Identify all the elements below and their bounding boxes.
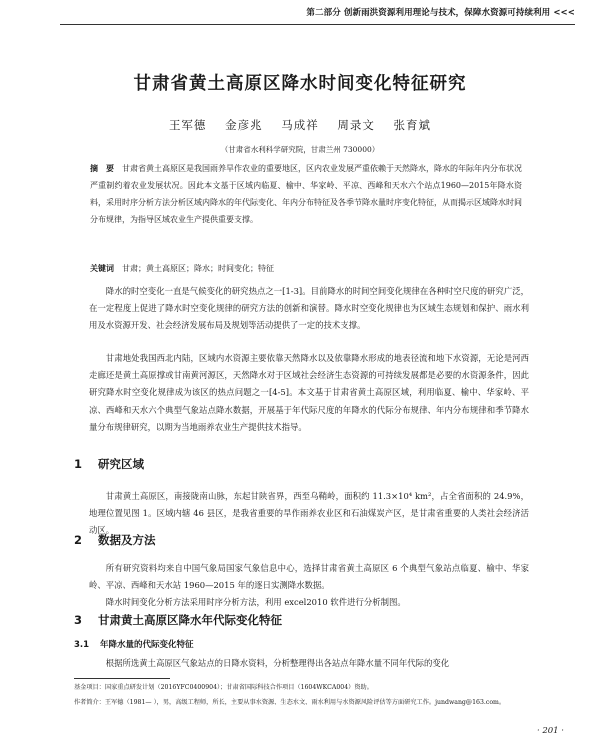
keywords-label: 关键词: [90, 264, 114, 273]
section-heading: [74, 456, 144, 472]
footnote-author: 作者简介：王军德（1981— ），男，高级工程师，所长，主要从事水资源、生态水文、雨水利用与水资源风险评估等方面研究工作。jundwang@163.com。: [74, 699, 506, 706]
body-paragraph: 所有研究资料均来自中国气象局国家气象信息中心，选择甘肃省黄土高原区 6 个典型气象站点临夏、榆中、华家岭、平凉、西峰和天水站 1960—2015 年的逐日实测降水数据。: [89, 563, 529, 591]
section-heading: [74, 532, 156, 548]
body-paragraph: 甘肃黄土高原区，南接陇南山脉，东起甘陕省界，西至乌鞘岭，面积约 11.3×10⁴ km²，占全省面积的 24.9%，地理位置见图 1。区域内辖 46 县区，是我省重要的旱作雨养农业区和石油煤炭产区，是甘肃省重要的人类社会经济活动区。: [89, 491, 529, 536]
section-number: 3: [74, 613, 83, 627]
section-number: 1: [74, 457, 83, 471]
subsection-title: 年降水量的代际变化特征: [100, 640, 194, 650]
paper-title: 甘肃省黄土高原区降水时间变化特征研究: [133, 74, 467, 94]
body-paragraph: 根据所选黄土高原区气象站点的日降水资料，分析整理得出各站点年降水量不同年代际的变化: [105, 658, 450, 668]
section-title: 甘肃黄土高原区降水年代际变化特征: [98, 613, 282, 627]
section-number: 2: [74, 533, 83, 547]
affiliation: （甘肃省水利科学研究院，甘肃兰州 730000）: [220, 145, 380, 154]
abstract: [90, 160, 522, 228]
subsection-number: 3.1: [74, 640, 90, 650]
section-heading: [74, 612, 282, 628]
running-header: 第二部分 创新雨洪资源利用理论与技术，保障水资源可持续利用 <<<: [306, 8, 575, 18]
keywords: [90, 262, 522, 276]
body-paragraph: 降水时间变化分析方法采用时序分析方法，利用 excel2010 软件进行分析制图。: [105, 597, 406, 607]
author-list: 王军德 金彦兆 马成祥 周录文 张育斌: [168, 118, 432, 132]
body-paragraph: 甘肃地处我国西北内陆，区域内水资源主要依靠天然降水以及依靠降水形成的地表径流和地下水资源，无论是河西走廊还是黄土高原撑或甘南黄河源区，天然降水对于区域社会经济生态资源的可持续发展都是必要的水资源条件，因此研究降水时空变化规律成为该区的热点问题之一[4-5]。本文基于甘肃省黄土高原区域，利用临夏、榆中、华家岭、平凉、西峰和天水六个典型气象站点降水数据，开展基于年代际尺度的年降水的代际分布规律、年内分布规律和季节降水量分布规律研究，以期为当地雨养农业生产提供技术指导。: [89, 353, 529, 432]
subsection-heading: [74, 638, 194, 650]
keywords-text: 甘肃；黄土高原区；降水；时间变化；特征: [122, 264, 274, 273]
section-title: 研究区域: [98, 457, 144, 471]
header-divider: [60, 24, 575, 25]
abstract-text: 甘肃省黄土高原区是我国雨养旱作农业的重要地区，区内农业发展严重依赖于天然降水，降水的年际年内分布状况严重制约着农业发展状况。因此本文基于区域内临夏、榆中、华家岭、平凉、西峰和天水六个站点1960—2015年降水资料，采用时序分析方法分析区域内降水的年代际变化、年内分布特征及各季节降水量时序变化特征，从而揭示区域降水时间分布规律，为指导区域农业生产提供重要支撑。: [90, 164, 522, 224]
page-number: · 201 ·: [536, 726, 564, 736]
abstract-label: 摘 要: [90, 164, 114, 173]
footnote-divider: [74, 678, 170, 679]
section-title: 数据及方法: [98, 533, 156, 547]
footnote-funding: 基金项目：国家重点研发计划（2016YFC0400904）；甘肃省国际科技合作项目（1604WKCA004）资助。: [74, 684, 373, 691]
body-paragraph: 降水的时空变化一直是气候变化的研究热点之一[1-3]。目前降水的时间空间变化规律在各种时空尺度的研究广泛，在一定程度上促进了降水时空变化规律的研究方法的创新和演替。降水时空变化规律也为区域生态规划和保护、雨水利用及水资源开发、社会经济发展布局及规划等活动提供了一定的技术支撑。: [89, 286, 529, 331]
